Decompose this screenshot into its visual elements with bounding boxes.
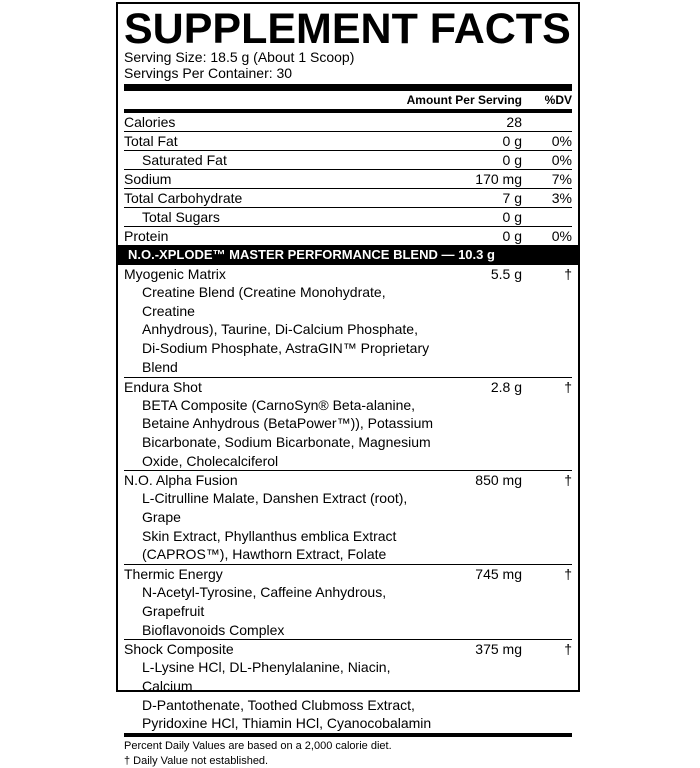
- component-name: Myogenic Matrix: [124, 266, 226, 282]
- ingredient-line: BETA Composite (CarnoSyn® Beta-alanine,: [142, 396, 416, 413]
- nutrient-name: Total Fat: [124, 133, 178, 149]
- nutrient-amount: 170 mg: [475, 171, 522, 187]
- nutrient-row-sodium: [124, 170, 572, 189]
- dv-label: %DV: [544, 93, 572, 107]
- component-amount: 850 mg: [475, 472, 522, 489]
- ingredient-line: L-Lysine HCl, DL-Phenylalanine, Niacin, Calcium: [142, 659, 391, 694]
- nutrient-name: Saturated Fat: [142, 152, 227, 168]
- nutrient-name: Sodium: [124, 171, 172, 187]
- supplement-facts-panel: [116, 2, 580, 767]
- component-row-no-alpha-fusion: [124, 471, 572, 489]
- nutrient-row-total-sugars: [124, 208, 572, 227]
- nutrient-dv: 0%: [551, 152, 572, 168]
- component-dv: †: [564, 566, 572, 583]
- nutrient-row-saturated-fat: [124, 151, 572, 170]
- ingredient-line: Di-Sodium Phosphate, AstraGIN™ Proprietary: [142, 340, 430, 357]
- ingredient-line: L-Citrulline Malate, Danshen Extract (root), Grape: [142, 490, 408, 526]
- ingredient-line: Oxide, Cholecalciferol: [142, 452, 279, 469]
- ingredient-line: (CAPROS™), Hawthorn Extract, Folate: [142, 546, 387, 563]
- component-ingredients: [124, 583, 572, 640]
- component-dv: †: [564, 378, 572, 395]
- ingredient-line: Anhydrous), Taurine, Di-Calcium Phosphate,: [142, 321, 418, 338]
- component-row-shock-composite: [124, 640, 572, 658]
- ingredient-line: Pyridoxine HCl, Thiamin HCl, Cyanocobalamin: [142, 715, 432, 732]
- serving-size: Serving Size: 18.5 g (About 1 Scoop): [124, 49, 355, 65]
- component-name: Endura Shot: [124, 378, 202, 395]
- component-dv: †: [564, 266, 572, 282]
- component-row-endura-shot: [124, 378, 572, 396]
- nutrient-dv: 3%: [551, 190, 572, 206]
- ingredient-line: N-Acetyl-Tyrosine, Caffeine Anhydrous, Grapefruit: [142, 584, 387, 619]
- component-ingredients: [124, 658, 572, 733]
- nutrient-dv: 0%: [551, 133, 572, 149]
- ingredient-line: Blend: [142, 358, 178, 375]
- nutrient-row-protein: [124, 227, 572, 245]
- nutrient-amount: 0 g: [502, 209, 522, 225]
- nutrient-name: Total Carbohydrate: [124, 190, 243, 206]
- amount-per-serving-label: Amount Per Serving: [406, 93, 522, 107]
- nutrient-amount: 0 g: [502, 133, 522, 149]
- footnote-dagger: † Daily Value not established.: [124, 754, 269, 767]
- nutrient-row-calories: [124, 113, 572, 132]
- component-amount: 2.8 g: [490, 378, 522, 395]
- component-row-myogenic-matrix: [124, 265, 572, 283]
- nutrient-amount: 28: [506, 114, 522, 130]
- nutrient-name: Calories: [124, 114, 176, 130]
- component-amount: 745 mg: [475, 566, 522, 583]
- ingredient-line: Bicarbonate, Sodium Bicarbonate, Magnesium: [142, 433, 431, 450]
- column-header: [124, 91, 572, 109]
- nutrient-name: Total Sugars: [142, 209, 220, 225]
- component-dv: †: [564, 641, 572, 658]
- component-name: N.O. Alpha Fusion: [124, 472, 238, 489]
- footnote-dv-basis: Percent Daily Values are based on a 2,000 calorie diet.: [124, 740, 392, 753]
- ingredient-line: Bioflavonoids Complex: [142, 621, 285, 638]
- ingredient-line: Creatine Blend (Creatine Monohydrate, Creatine: [142, 284, 386, 319]
- nutrient-row-total-fat: [124, 132, 572, 151]
- component-dv: †: [564, 472, 572, 489]
- bottom-divider: [124, 733, 572, 737]
- thick-divider: [124, 84, 572, 91]
- nutrient-dv: 0%: [551, 228, 572, 244]
- component-name: Thermic Energy: [124, 566, 223, 583]
- nutrient-row-total-carbohydrate: [124, 189, 572, 208]
- nutrient-amount: 0 g: [502, 152, 522, 168]
- component-name: Shock Composite: [124, 641, 234, 658]
- panel-title: SUPPLEMENT FACTS: [124, 5, 571, 53]
- nutrient-dv: 7%: [551, 171, 572, 187]
- servings-per-container: Servings Per Container: 30: [124, 65, 293, 81]
- component-ingredients: [124, 489, 572, 565]
- component-amount: 375 mg: [475, 641, 522, 658]
- nutrient-amount: 0 g: [502, 228, 522, 244]
- component-row-thermic-energy: [124, 565, 572, 583]
- nutrient-name: Protein: [124, 228, 169, 244]
- component-ingredients: [124, 283, 572, 378]
- ingredient-line: D-Pantothenate, Toothed Clubmoss Extract,: [142, 696, 415, 713]
- component-amount: 5.5 g: [490, 266, 522, 282]
- nutrient-amount: 7 g: [502, 190, 522, 206]
- ingredient-line: Betaine Anhydrous (BetaPower™)), Potassium: [142, 415, 434, 432]
- blend-title-bar: N.O.-XPLODE™ MASTER PERFORMANCE BLEND — 10.3 g: [118, 245, 578, 265]
- component-ingredients: [124, 396, 572, 472]
- ingredient-line: Skin Extract, Phyllanthus emblica Extract: [142, 527, 397, 544]
